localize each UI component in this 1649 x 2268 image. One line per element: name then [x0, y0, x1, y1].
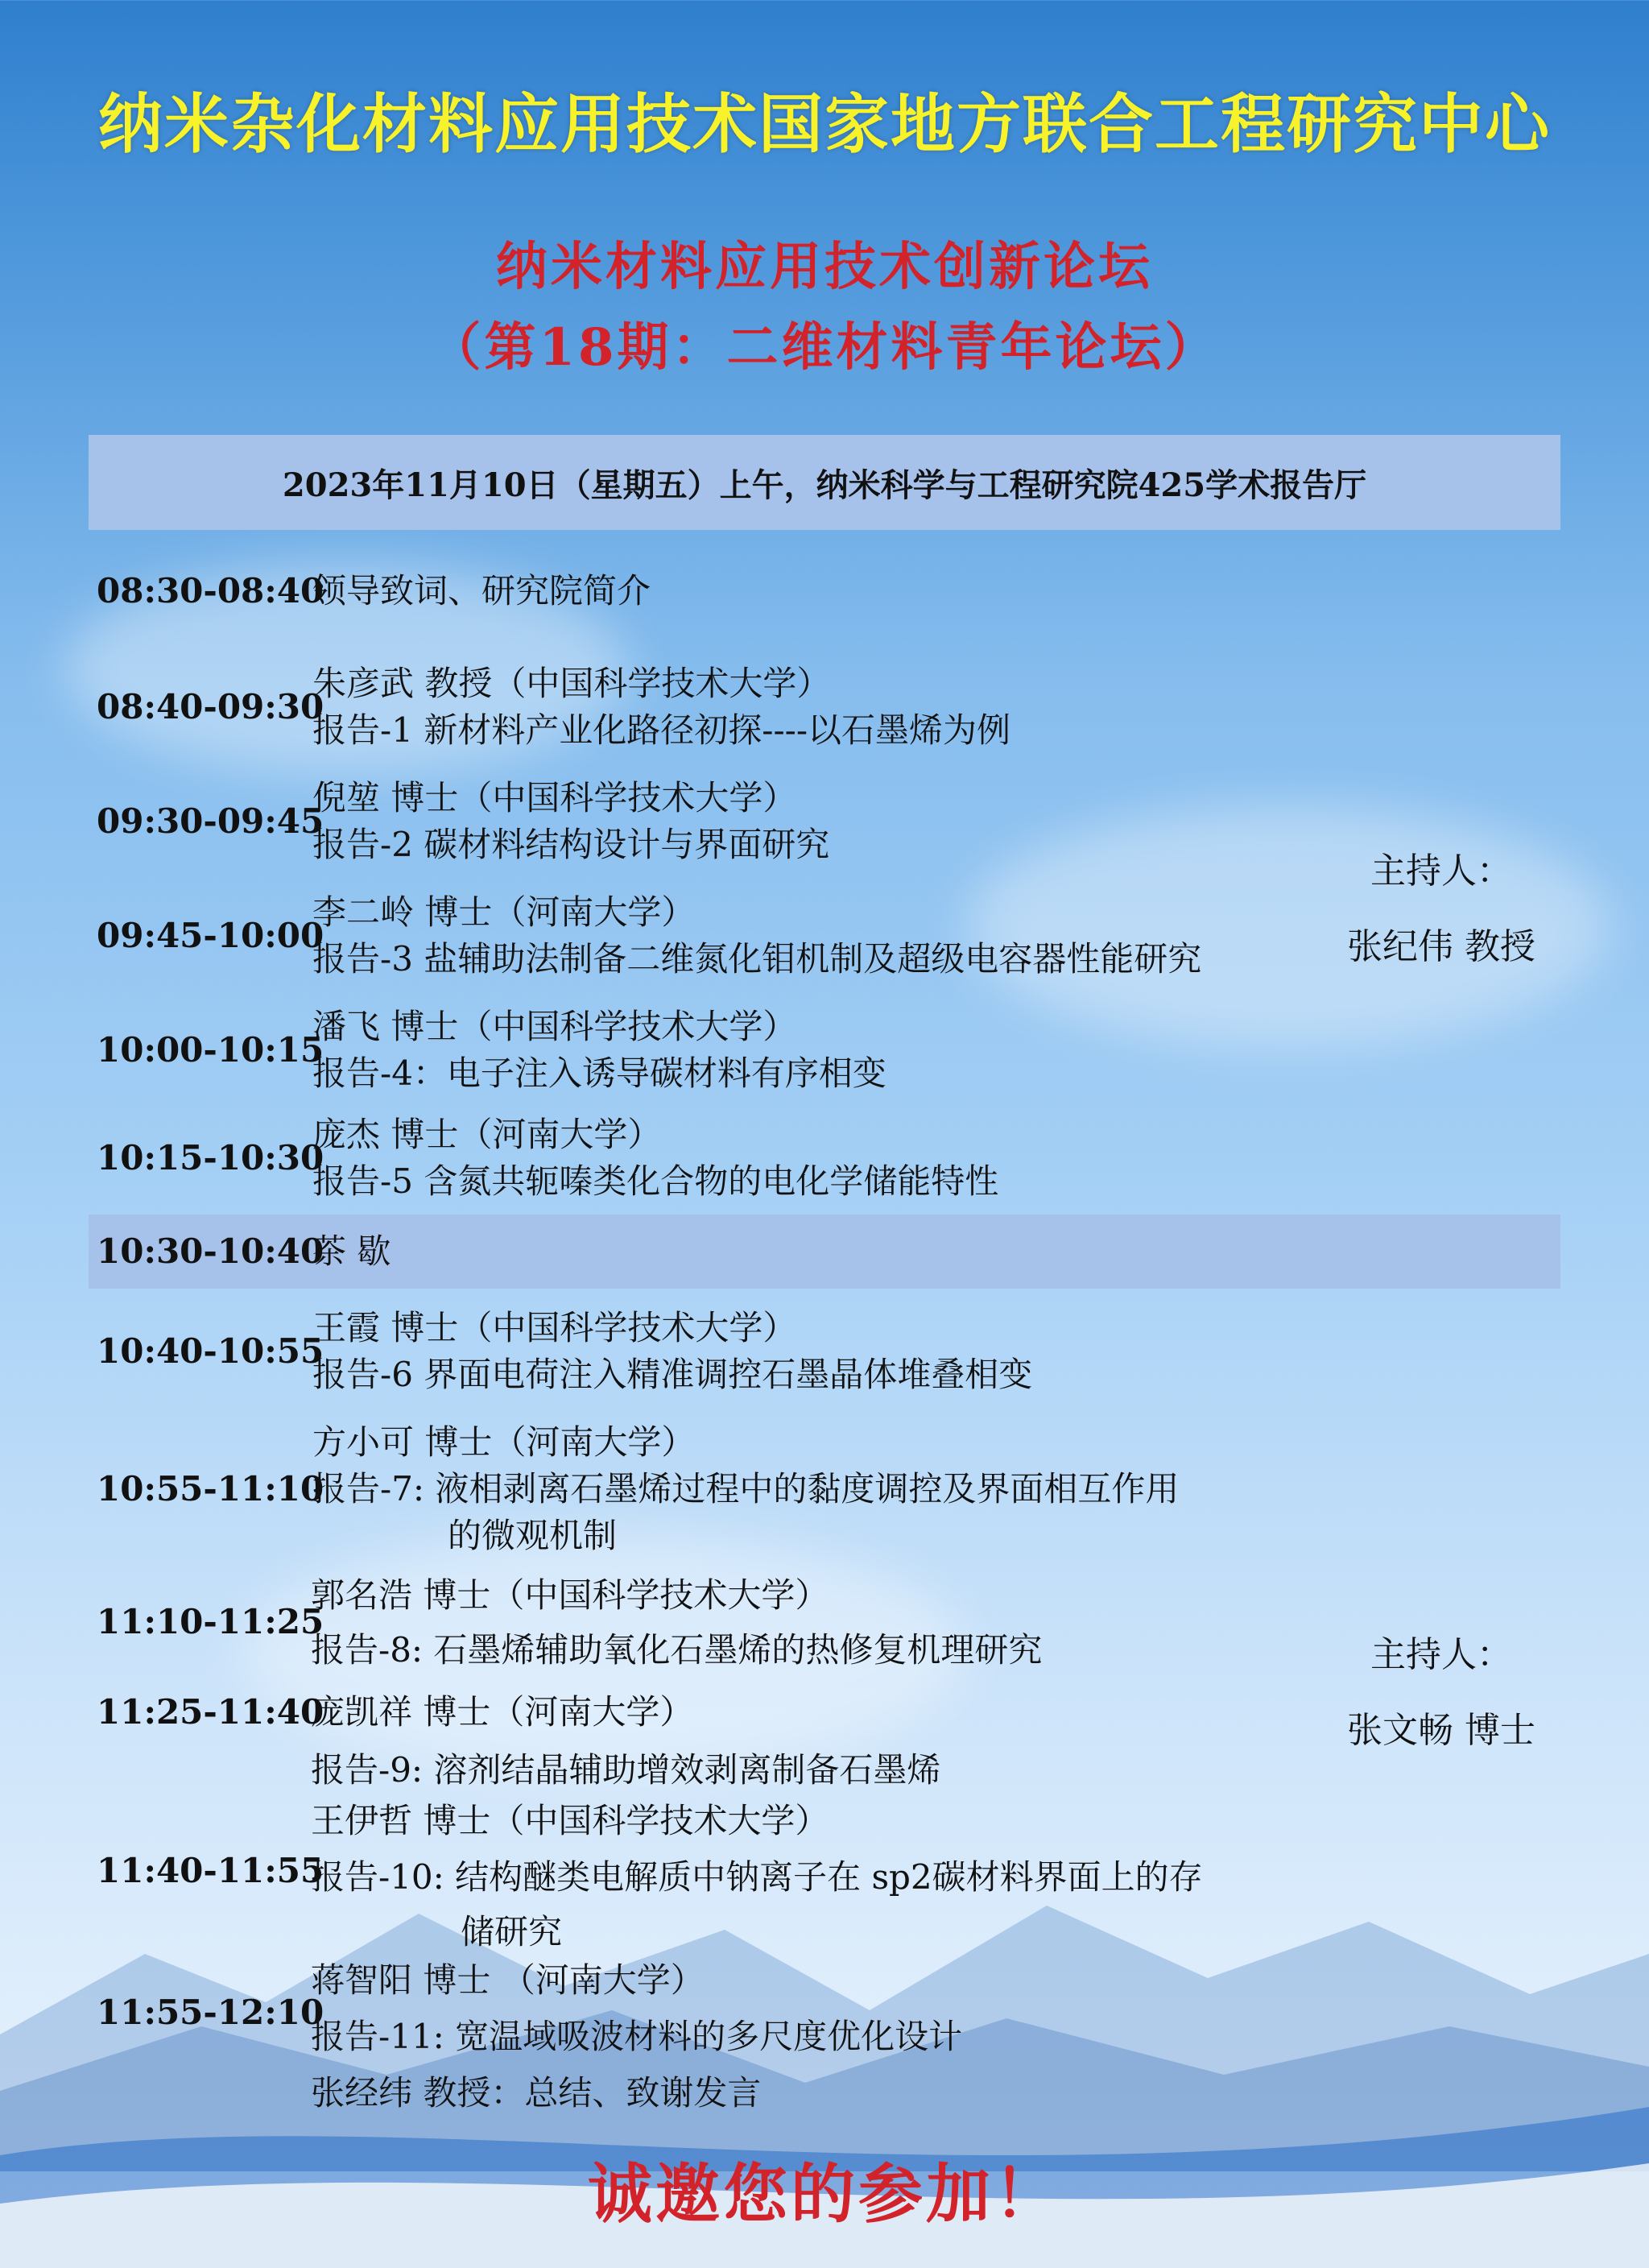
schedule-content	[312, 775, 829, 868]
schedule-time: 08:30-08:40	[97, 571, 324, 610]
schedule-content	[312, 1111, 998, 1205]
schedule-content	[312, 1228, 391, 1275]
schedule-time: 11:25-11:40	[97, 1692, 324, 1732]
schedule-time: 11:40-11:55	[97, 1851, 324, 1890]
schedule-line: 储研究	[461, 1912, 563, 1951]
schedule-line: 报告-5 含氮共轭嗪类化合物的电化学储能特性	[312, 1161, 999, 1201]
schedule-line: 庞杰 博士（河南大学）	[312, 1115, 662, 1154]
schedule-line: 倪堃 博士（中国科学技术大学）	[312, 778, 797, 817]
schedule-line: 郭名浩 博士（中国科学技术大学）	[311, 1575, 829, 1615]
schedule-content	[311, 1798, 1203, 1956]
schedule-line: 方小可 博士（河南大学）	[312, 1422, 696, 1462]
invitation-text: 诚邀您的参加！	[588, 2157, 1061, 2232]
schedule-line: 朱彦武 教授（中国科学技术大学）	[312, 664, 831, 703]
schedule-time: 09:30-09:45	[97, 801, 324, 841]
schedule-line: 王霞 博士（中国科学技术大学）	[312, 1308, 797, 1347]
schedule-time: 11:55-12:10	[97, 1993, 324, 2032]
schedule-content	[311, 1957, 962, 2117]
schedule-time: 10:30-10:40	[97, 1231, 324, 1271]
schedule-line: 报告-8: 石墨烯辅助氧化石墨烯的热修复机理研究	[311, 1630, 1043, 1670]
date-venue-text: 2023年11月10日（星期五）上午，纳米科学与工程研究院425学术报告厅	[282, 466, 1367, 504]
schedule-line: 报告-6 界面电荷注入精准调控石墨晶体堆叠相变	[312, 1355, 1033, 1394]
schedule-line: 报告-9: 溶剂结晶辅助增效剥离制备石墨烯	[311, 1750, 941, 1790]
schedule-line: 的微观机制	[448, 1516, 618, 1555]
schedule-time: 11:10-11:25	[97, 1602, 324, 1641]
schedule-time: 10:55-11:10	[97, 1469, 324, 1509]
schedule-content	[312, 660, 1010, 754]
schedule-line: 蒋智阳 博士 （河南大学）	[311, 1960, 705, 2000]
center-title: 纳米杂化材料应用技术国家地方联合工程研究中心	[98, 87, 1551, 162]
schedule-time: 10:00-10:15	[97, 1030, 324, 1070]
host-block	[1280, 834, 1602, 985]
schedule-content	[312, 1305, 1032, 1398]
schedule-line: 潘飞 博士（中国科学技术大学）	[312, 1007, 797, 1046]
schedule-line: 庞凯祥 博士（河南大学）	[311, 1692, 694, 1732]
host-name: 张文畅 博士	[1347, 1710, 1535, 1751]
schedule-line: 领导致词、研究院简介	[312, 571, 651, 610]
forum-title: 纳米材料应用技术创新论坛	[496, 237, 1153, 297]
schedule-line: 茶 歇	[312, 1231, 391, 1271]
host-name: 张纪伟 教授	[1347, 926, 1535, 967]
schedule-line: 王伊哲 博士（中国科学技术大学）	[311, 1801, 829, 1840]
schedule-content	[311, 1689, 940, 1794]
schedule-line: 报告-2 碳材料结构设计与界面研究	[312, 825, 830, 864]
schedule-line: 张经纬 教授：总结、致谢发言	[311, 2073, 762, 2113]
schedule-time: 10:15-10:30	[97, 1138, 324, 1177]
schedule-line: 报告-4：电子注入诱导碳材料有序相变	[312, 1053, 886, 1093]
schedule-content	[312, 568, 651, 615]
forum-edition: （第18期：二维材料青年论坛）	[429, 317, 1220, 378]
schedule-line: 报告-3 盐辅助法制备二维氮化钼机制及超级电容器性能研究	[312, 939, 1202, 979]
schedule-line: 报告-11: 宽温域吸波材料的多尺度优化设计	[311, 2017, 963, 2056]
schedule-line: 报告-10: 结构醚类电解质中钠离子在 sp2碳材料界面上的存	[311, 1857, 1203, 1897]
schedule-content	[311, 1572, 1042, 1674]
schedule-line: 李二岭 博士（河南大学）	[312, 892, 696, 932]
host-label: 主持人：	[1370, 850, 1512, 892]
schedule-line: 报告-7: 液相剥离石墨烯过程中的黏度调控及界面相互作用	[312, 1469, 1180, 1509]
schedule-time: 08:40-09:30	[97, 687, 324, 726]
schedule-time: 10:40-10:55	[97, 1331, 324, 1371]
host-label: 主持人：	[1370, 1634, 1512, 1675]
host-block	[1280, 1617, 1602, 1769]
schedule-content	[312, 1004, 886, 1097]
schedule-time: 09:45-10:00	[97, 916, 324, 955]
schedule-line: 报告-1 新材料产业化路径初探----以石墨烯为例	[312, 710, 1011, 750]
schedule-content	[312, 889, 1201, 983]
date-venue-bar	[89, 435, 1560, 530]
schedule-content	[312, 1419, 1179, 1559]
